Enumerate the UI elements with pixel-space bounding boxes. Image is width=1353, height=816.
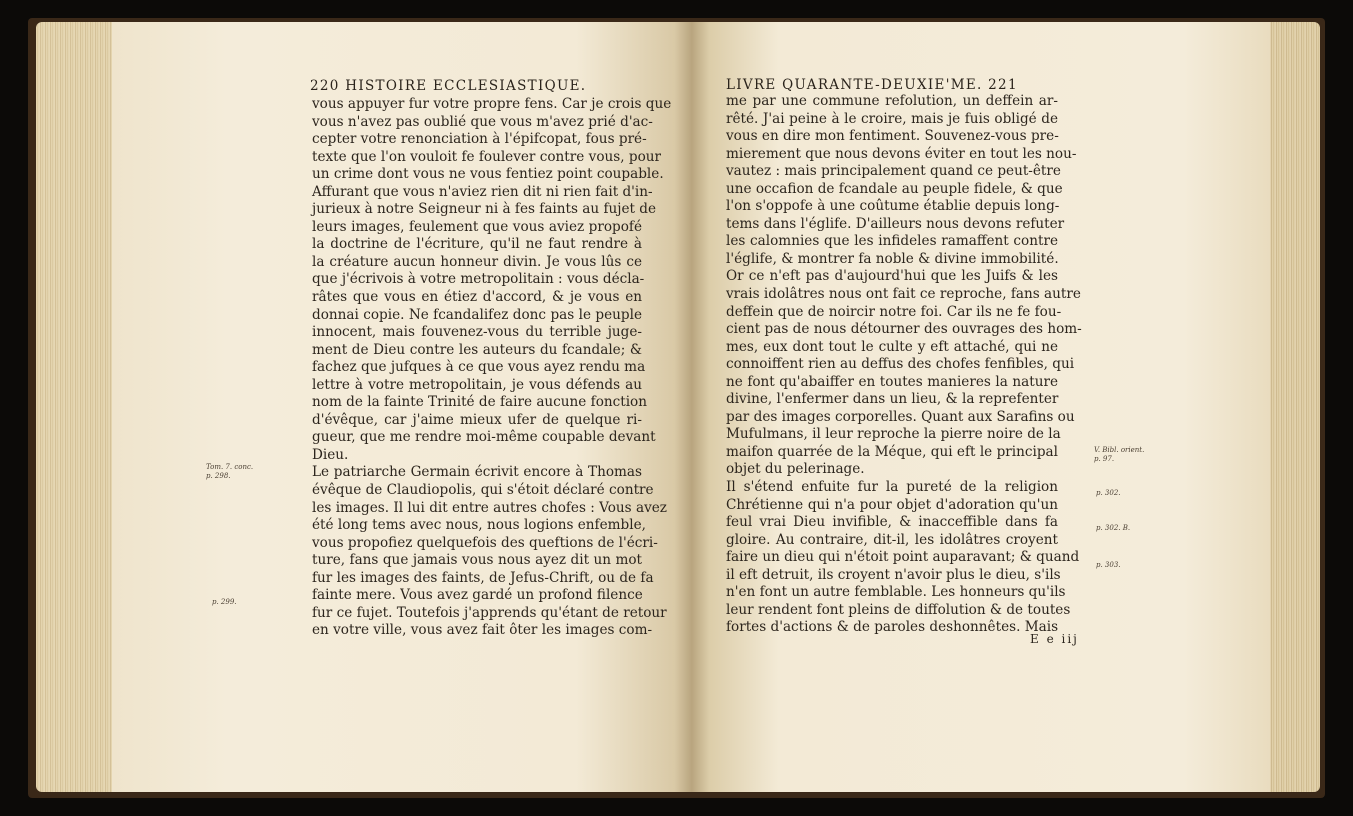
- text-line: il eft detruit, ils croyent n'avoir plus le dieu, s'ils: [726, 566, 1061, 583]
- text-line: donnai copie. Ne fcandalifez donc pas le peuple: [312, 306, 642, 323]
- text-line: un crime dont vous ne vous fentiez point coupable.: [312, 166, 664, 183]
- text-line: ne font qu'abaiffer en toutes manieres la nature: [726, 373, 1058, 390]
- text-line: n'en font un autre femblable. Les honneurs qu'ils: [726, 584, 1066, 601]
- left-page-edges: [36, 22, 120, 792]
- text-line: objet du pelerinage.: [726, 461, 865, 478]
- text-line: Le patriarche Germain écrivit encore à Thomas: [312, 464, 642, 481]
- text-line: Dieu.: [312, 446, 349, 463]
- text-line: la doctrine de l'écriture, qu'il ne faut rendre à: [312, 236, 642, 253]
- text-line: ment de Dieu contre les auteurs du fcandale; &: [312, 341, 642, 358]
- text-line: vous appuyer fur votre propre fens. Car je crois que: [312, 96, 672, 112]
- margin-note-ref: p. 302.: [1096, 489, 1121, 497]
- text-line: fortes d'actions & de paroles deshonnêtes. Mais: [726, 619, 1059, 636]
- text-line: connoiffent rien au deffus des chofes fenfibles, qui: [726, 356, 1075, 373]
- text-line: leurs images, feulement que vous aviez propofé: [312, 218, 642, 235]
- text-line: l'églife, & montrer fa noble & divine immobilité.: [726, 250, 1059, 267]
- text-line: fur les images des faints, de Jefus-Chrift, ou de fa: [312, 569, 654, 586]
- text-line: évêque de Claudiopolis, qui s'étoit déclaré contre: [312, 482, 654, 499]
- text-line: gueur, que me rendre moi-même coupable devant: [312, 429, 656, 446]
- text-line: nom de la fainte Trinité de faire aucune fonction: [312, 394, 647, 411]
- right-page: [692, 22, 1270, 792]
- text-line: vautez : mais principalement quand ce peut-être: [726, 163, 1061, 180]
- right-margin-note-4: [1096, 561, 1121, 570]
- text-line: feul vrai Dieu invifible, & inacceffible dans fa: [726, 514, 1058, 531]
- right-margin-note-2: [1096, 489, 1121, 498]
- margin-note-label: V. Bibl. orient.: [1094, 446, 1145, 454]
- text-line: leur rendent font pleins de diffolution & de toutes: [726, 601, 1071, 618]
- text-line: faire un dieu qui n'étoit point auparavant; & quand: [726, 549, 1080, 566]
- text-line: une occafion de fcandale au peuple fidele, & que: [726, 180, 1063, 197]
- text-line: Il s'étend enfuite fur la pureté de la religion: [726, 479, 1058, 496]
- right-running-head: LIVRE QUARANTE-DEUXIE'ME. 221: [726, 77, 1018, 93]
- left-margin-note-2: [212, 598, 237, 607]
- left-text-block: [312, 96, 672, 640]
- text-line: ture, fans que jamais vous nous ayez dit un mot: [312, 552, 642, 569]
- left-page: [112, 22, 692, 792]
- text-line: Mufulmans, il leur reproche la pierre noire de la: [726, 426, 1061, 443]
- text-line: que j'écrivois à votre metropolitain : vous décla-: [312, 271, 645, 288]
- text-line: lettre à votre metropolitain, je vous défends au: [312, 376, 642, 393]
- text-line: les calomnies que les infideles ramaffent contre: [726, 233, 1058, 250]
- text-line: vous en dire mon fentiment. Souvenez-vous pre-: [726, 128, 1059, 145]
- text-line: l'on s'oppofe à une coûtume établie depuis long-: [726, 198, 1060, 215]
- text-line: me par une commune refolution, un deffein ar-: [726, 93, 1058, 109]
- margin-note-ref: p. 97.: [1094, 455, 1115, 463]
- left-running-head: 220 HISTOIRE ECCLESIASTIQUE.: [310, 78, 587, 94]
- right-margin-note-3: [1096, 524, 1130, 533]
- text-line: mierement que nous devons éviter en tout les nou-: [726, 145, 1077, 162]
- text-line: d'évêque, car j'aime mieux ufer de quelque ri-: [312, 411, 642, 428]
- text-line: fachez que jufques à ce que vous ayez rendu ma: [312, 359, 646, 376]
- margin-note-ref: p. 302. B.: [1096, 524, 1131, 532]
- margin-note-ref: p. 298.: [206, 472, 231, 480]
- text-line: cepter votre renonciation à l'épifcopat, fous pré-: [312, 131, 647, 148]
- text-line: en votre ville, vous avez fait ôter les images com-: [312, 622, 653, 639]
- margin-note-ref: p. 299.: [212, 598, 237, 606]
- right-page-edges: [1262, 22, 1320, 792]
- text-line: mes, eux dont tout le culte y eft attaché, qui ne: [726, 338, 1058, 355]
- text-line: Chrétienne qui n'a pour objet d'adoration qu'un: [726, 496, 1058, 513]
- text-line: râtes que vous en étiez d'accord, & je vous en: [312, 289, 642, 306]
- text-line: maifon quarrée de la Méque, qui eft le principal: [726, 443, 1058, 460]
- text-line: fur ce fujet. Toutefois j'apprends qu'étant de retour: [312, 604, 667, 621]
- text-line: fainte mere. Vous avez gardé un profond filence: [312, 587, 643, 604]
- margin-note-label: Tom. 7. conc.: [206, 463, 254, 471]
- text-line: tems dans l'églife. D'ailleurs nous devons refuter: [726, 215, 1065, 232]
- text-line: les images. Il lui dit entre autres chofes : Vous avez: [312, 499, 667, 516]
- text-line: par des images corporelles. Quant aux Sarafins ou: [726, 408, 1075, 425]
- text-line: jurieux à notre Seigneur ni à fes faints au fujet de: [312, 201, 657, 218]
- text-line: Or ce n'eft pas d'aujourd'hui que les Juifs & les: [726, 268, 1058, 285]
- text-line: rêté. J'ai peine à le croire, mais je fuis obligé de: [726, 110, 1058, 127]
- text-line: vrais idolâtres nous ont fait ce reproche, fans autre: [726, 286, 1081, 303]
- text-line: la créature aucun honneur divin. Je vous lûs ce: [312, 253, 642, 270]
- text-line: Affurant que vous n'aviez rien dit ni rien fait d'in-: [312, 183, 653, 200]
- text-line: vous propofiez quelquefois des queftions de l'écri-: [312, 534, 658, 551]
- text-line: gloire. Au contraire, dit-il, les idolâtres croyent: [726, 531, 1058, 548]
- text-line: été long tems avec nous, nous logions enfemble,: [312, 517, 646, 534]
- signature-mark: E e iij: [1030, 632, 1079, 646]
- text-line: texte que l'on vouloit fe foulever contre vous, pour: [312, 148, 662, 165]
- text-line: innocent, mais fouvenez-vous du terrible juge-: [312, 324, 642, 341]
- text-line: cient pas de nous détourner des ouvrages des hom-: [726, 321, 1082, 338]
- margin-note-ref: p. 303.: [1096, 561, 1121, 569]
- text-line: vous n'avez pas oublié que vous m'avez prié d'ac-: [312, 113, 653, 130]
- left-margin-note-1: [206, 463, 253, 481]
- right-margin-note-1: [1094, 446, 1144, 464]
- text-line: divine, l'enfermer dans un lieu, & la reprefenter: [726, 391, 1059, 408]
- right-text-block: [726, 93, 1082, 637]
- text-line: deffein que de noircir notre foi. Car ils ne fe fou-: [726, 303, 1062, 320]
